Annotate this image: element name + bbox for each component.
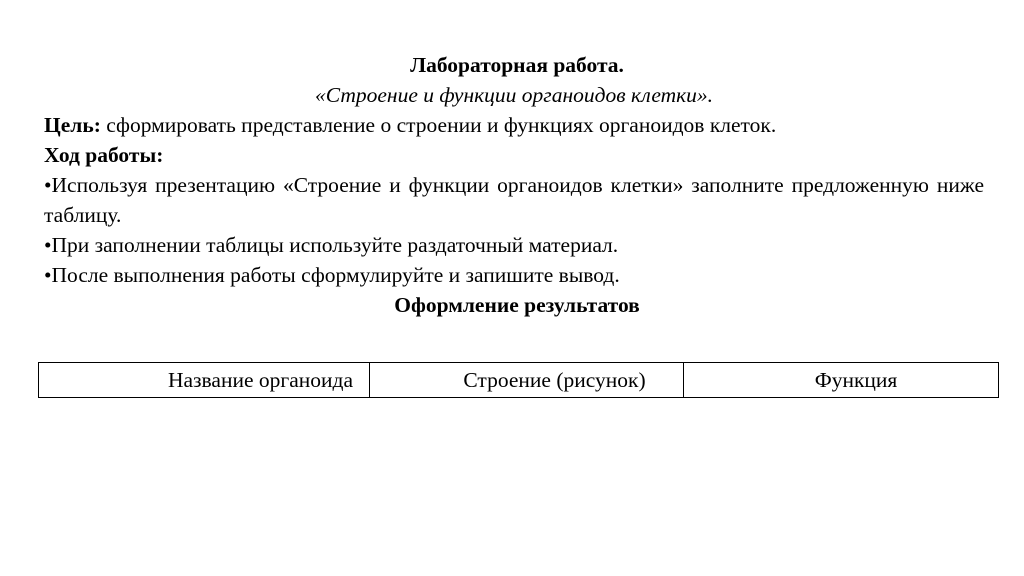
header-label: Строение (рисунок) bbox=[463, 367, 646, 392]
document-body bbox=[44, 50, 984, 322]
step-item: •После выполнения работы сформулируйте и запишите вывод. bbox=[44, 263, 620, 287]
results-table bbox=[38, 362, 999, 398]
step-item: •При заполнении таблицы используйте раздаточный материал. bbox=[44, 233, 619, 257]
goal-line bbox=[44, 110, 984, 140]
document-subtitle: «Строение и функции органоидов клетки». bbox=[314, 83, 714, 107]
header-cell-organoid-name bbox=[39, 363, 370, 398]
table-header-row bbox=[39, 363, 999, 398]
header-label: Название органоида bbox=[167, 367, 353, 392]
goal-text: сформировать представление о строении и функциях органоидов клеток. bbox=[100, 113, 777, 137]
document-title: Лабораторная работа. bbox=[410, 53, 624, 77]
goal-label: Цель: bbox=[44, 113, 101, 137]
header-label: Функция bbox=[814, 367, 898, 392]
results-heading: Оформление результатов bbox=[394, 293, 640, 317]
header-cell-structure bbox=[370, 363, 684, 398]
header-cell-function bbox=[684, 363, 999, 398]
procedure-heading: Ход работы: bbox=[44, 143, 164, 167]
step-item: •Используя презентацию «Строение и функции органоидов клетки» заполните предложенную ниже таблицу. bbox=[44, 173, 984, 227]
